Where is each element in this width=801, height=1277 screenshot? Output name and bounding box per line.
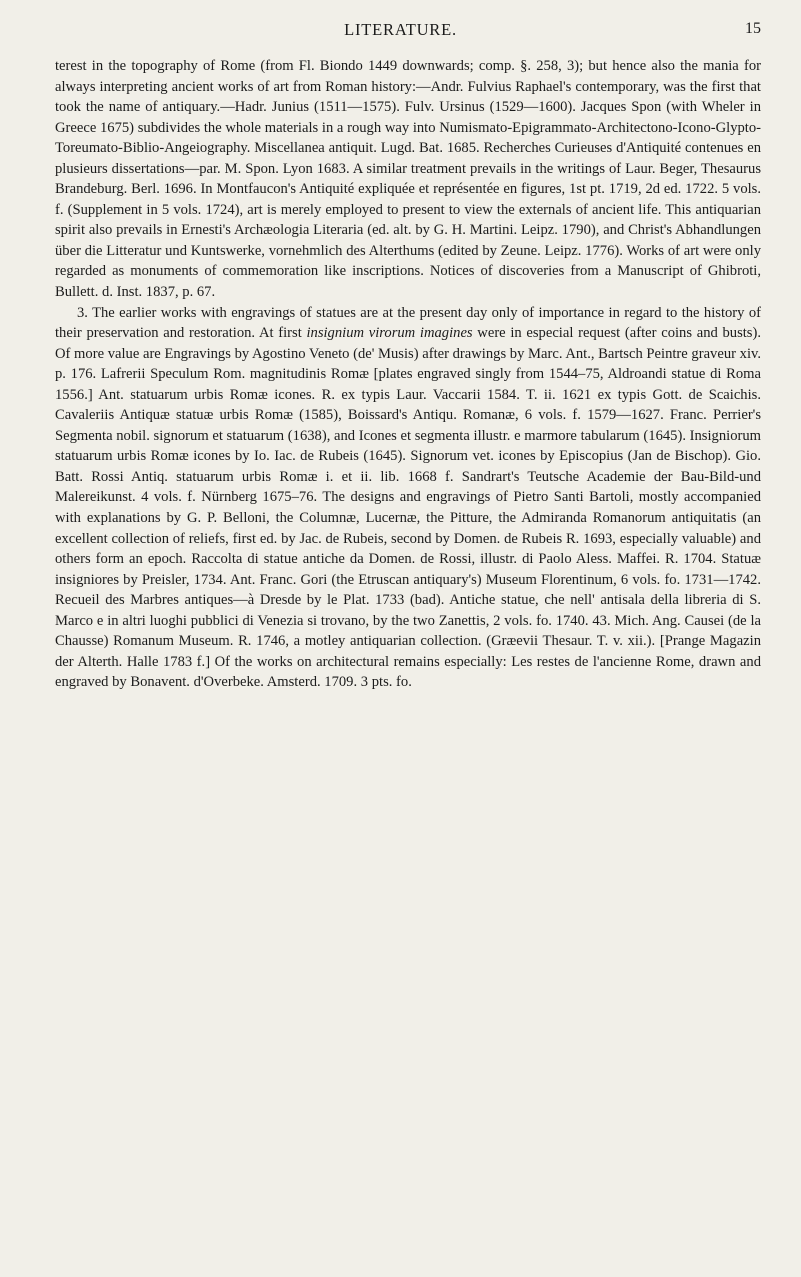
running-head: LITERATURE. — [344, 20, 457, 39]
page-header — [0, 20, 801, 44]
text-run: 3. The earlier works with engravings of statues are at the present day only of importance in regard to the history of their preservation and restoration. At first — [55, 304, 761, 342]
text-run: terest in the topography of Rome (from Fl. Biondo 1449 downwards; comp. §. 258, 3); but hence also the mania for always interpreting ancient works of art from Roman history:—Andr. Fulvius Raphael's contemporary, was the first that took the name of antiquary.—Hadr. Junius (1511—1575). Fulv. Ursinus (1529—1600). Jacques Spon (with Wheler in Greece 1675) subdivides the whole materials in a rough way into Numismato-Epigrammato-Architectono-Icono-Glypto-Toreumato-Biblio-Angeiography. Miscellanea antiquit. Lugd. Bat. 1685. Recherches Curieuses d'Antiquité contenues en plusieurs dissertations—par. M. Spon. Lyon 1683. A similar treatment prevails in the writings of Laur. Beger, Thesaurus Brandeburg. Berl. 1696. In Montfaucon's Antiquité expliquée et représentée en figures, 1st pt. 1719, 2d ed. 1722. 5 vols. f. (Supplement in 5 vols. 1724), art is merely employed to present to view the externals of ancient life. This antiquarian spirit also prevails in Ernesti's Archæologia Literaria (ed. alt. by G. H. Martini. Leipz. 1790), and Christ's Abhandlungen über die Litteratur und Kuntswerke, vornehmlich des Alterthums (edited by Zeune. Leipz. 1776). Works of art were only regarded as monuments of commemoration like inscriptions. Notices of discoveries from a Manuscript of Ghibroti, Bullett. d. Inst. 1837, p. 67. — [55, 58, 761, 301]
page-number: 15 — [745, 20, 761, 37]
text-run: were in especial request (after coins and busts). Of more value are Engravings by Agostino Veneto (de' Musis) after drawings by Marc. Ant., Bartsch Peintre graveur xiv. p. 176. Lafrerii Speculum Rom. magnitudinis Romæ [plates engraved singly from 1544–75, Aldroandi statue di Roma 1556.] Ant. statuarum urbis Romæ icones. R. ex typis Laur. Vaccarii 1584. T. ii. 1621 ex typis Gott. de Scaichis. Cavaleriis Antiquæ statuæ urbis Romæ (1585), Boissard's Antiqu. Romanæ, 6 vols. f. 1579—1627. Franc. Perrier's Segmenta nobil. signorum et statuarum (1638), and Icones et segmenta illustr. e marmore tabularum (1645). Insigniorum statuarum urbis Romæ icones by Io. Iac. de Rubeis (1645). Signorum vet. icones by Episcopius (Jan de Bischop). Gio. Batt. Rossi Antiq. statuarum urbis Romæ i. et ii. lib. 1668 f. Sandrart's Teutsche Academie der Bau-Bild-und Malereikunst. 4 vols. f. Nürnberg 1675–76. The designs and engravings of Pietro Santi Bartoli, mostly accompanied with explanations by G. P. Belloni, the Columnæ, Lucernæ, the Pitture, the Admiranda Romanorum antiquitatis (an excellent collection of reliefs, first ed. by Jac. de Rubeis, second by Domen. de Rubeis R. 1693, especially valuable) and others form an epoch. Raccolta di statue antiche da Domen. de Rossi, illustr. di Paolo Aless. Maffei. R. 1704. Statuæ insigniores by Preisler, 1734. Ant. Franc. Gori (the Etruscan antiquary's) Museum Florentinum, 6 vols. fo. 1731—1742. Recueil des Marbres antiques—à Dresde by le Plat. 1733 (bad). Antiche statue, che nell' antisala della libreria di S. Marco e in altri luoghi pubblici di Venezia si trovano, by the two Zanettis, 2 vols. fo. 1740. 43. Mich. Ang. Causei (de la Chausse) Romanum Museum. R. 1746, a motley antiquarian collection. (Græevii Thesaur. T. v. xii.). [Prange Magazin der Alterth. Halle 1783 f.] Of the works on architectural remains especially: Les restes de l'ancienne Rome, drawn and engraved by Bonavent. d'Overbeke. Amsterd. 1709. 3 pts. fo. — [55, 325, 761, 691]
italic-run: insignium virorum imagines — [306, 325, 473, 342]
paragraph-1 — [55, 56, 761, 303]
paragraph-2 — [55, 303, 761, 693]
body-text — [55, 56, 761, 693]
